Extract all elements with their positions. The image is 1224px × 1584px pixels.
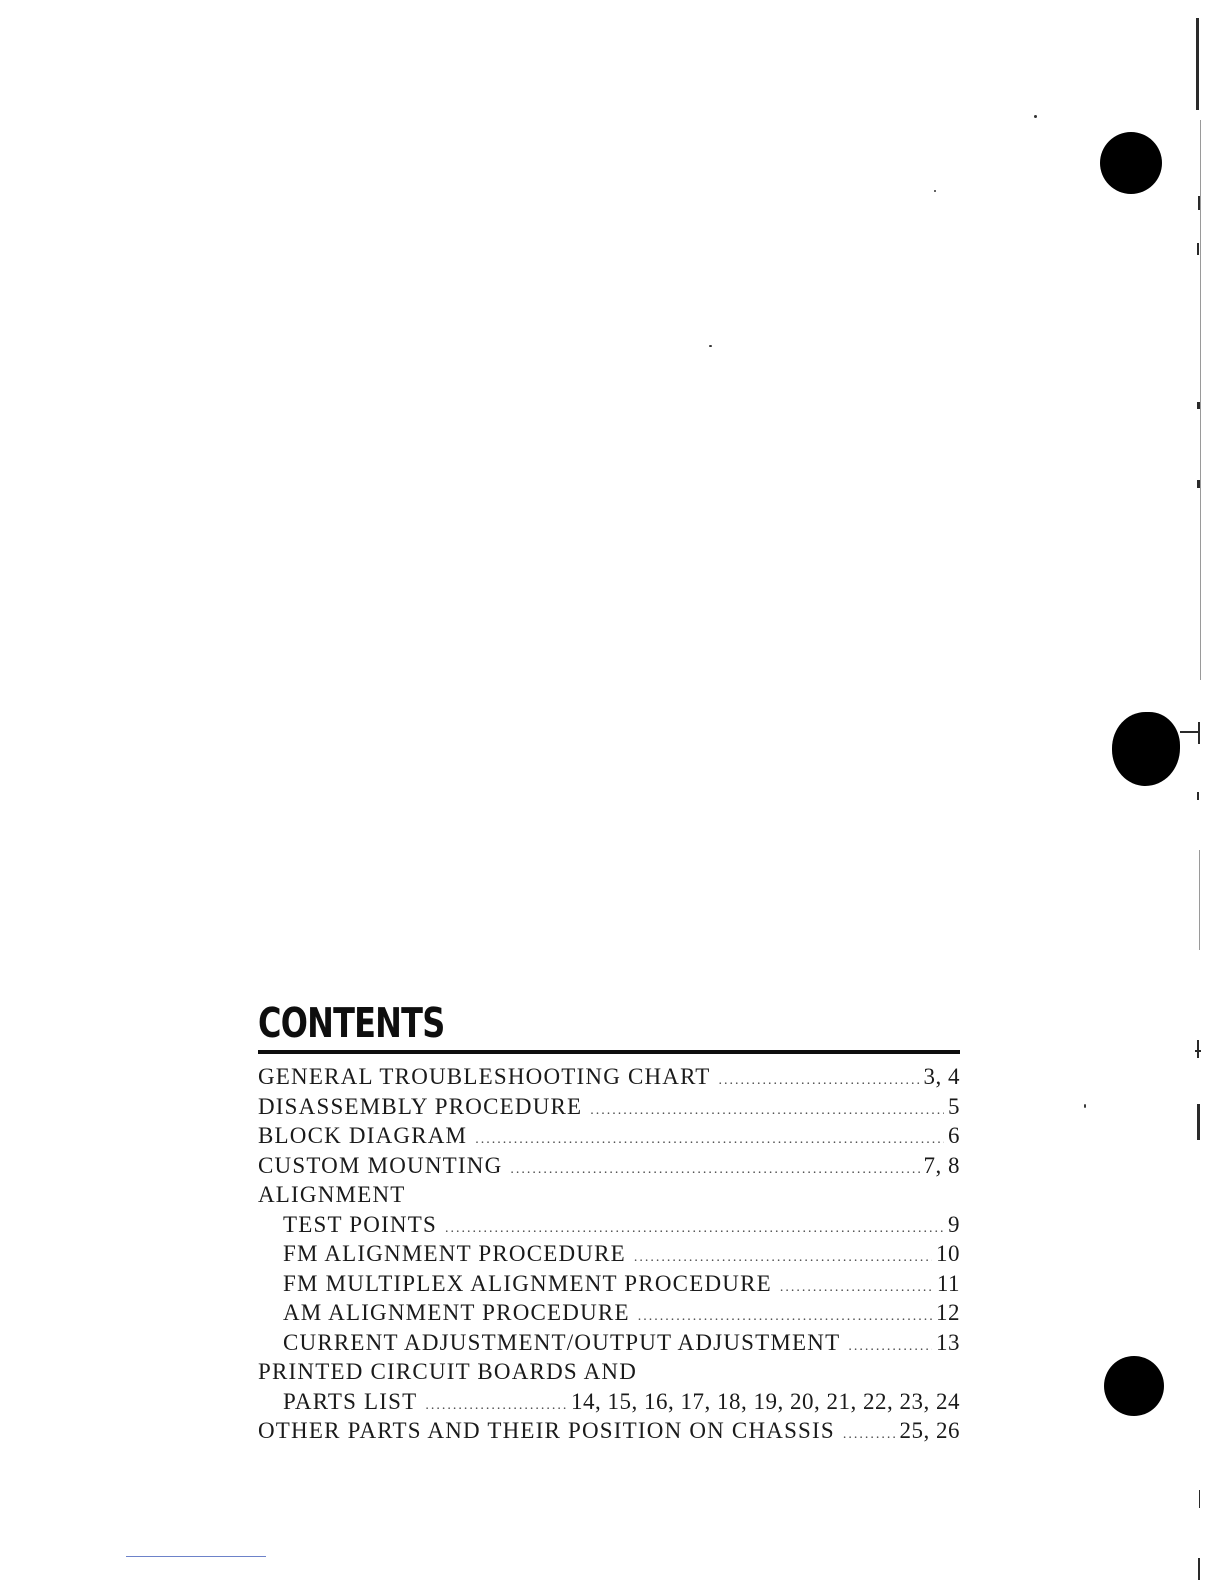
toc-page-number: 6 [948,1123,960,1148]
dot-leader [719,1066,920,1096]
dust-speck [709,345,712,347]
toc-entry-title: TEST POINTS [283,1211,437,1237]
toc-entry-block-diagram [258,1121,960,1151]
binder-hole-middle [1112,712,1180,786]
page-edge-mark [1197,1040,1199,1058]
dot-leader [780,1273,933,1303]
dot-leader [590,1096,944,1126]
toc-entry-test-points [258,1210,960,1240]
toc-entry-parts-list [258,1387,960,1417]
binder-hole-bottom [1104,1356,1164,1416]
dust-speck [934,190,936,192]
page-edge-mark [1199,850,1200,950]
toc-section-title: PRINTED CIRCUIT BOARDS AND [258,1359,638,1384]
toc-section-title: ALIGNMENT [258,1182,406,1207]
page-edge-mark [1197,480,1200,488]
dust-speck [1084,1104,1086,1108]
page-edge-mark [1200,120,1201,680]
page-edge-mark [1180,731,1198,733]
toc-page-number: 10 [936,1241,960,1266]
toc-page-number: 12 [936,1300,960,1325]
page-edge-mark [1198,1558,1200,1580]
page-edge-mark [1198,196,1200,210]
toc-section-alignment [258,1180,960,1210]
toc-entry-title: CURRENT ADJUSTMENT/OUTPUT ADJUSTMENT [283,1329,841,1355]
dot-leader [475,1125,944,1155]
page-edge-mark [1197,1104,1200,1140]
toc-page-number: 11 [936,1270,960,1296]
page-edge-mark [1195,1050,1201,1052]
page-edge-mark [1198,722,1200,744]
toc-entry-disassembly-procedure [258,1092,960,1122]
toc-entry-current-output-adjustment [258,1328,960,1358]
dot-leader [510,1155,919,1185]
toc-entry-custom-mounting [258,1151,960,1181]
dot-leader [843,1420,896,1450]
toc-entry-title: DISASSEMBLY PROCEDURE [258,1093,583,1119]
page-edge-mark [1197,792,1199,800]
contents-heading: CONTENTS [258,999,445,1047]
toc-entry-title: FM ALIGNMENT PROCEDURE [283,1241,626,1266]
page-edge-mark [1196,18,1199,110]
toc-entry-am-alignment-procedure [258,1298,960,1328]
page-edge-mark [1199,1490,1200,1508]
toc-entry-title: GENERAL TROUBLESHOOTING CHART [258,1064,711,1089]
toc-entry-title: AM ALIGNMENT PROCEDURE [283,1300,630,1325]
toc-entry-title: OTHER PARTS AND THEIR POSITION ON CHASSIS [258,1418,835,1443]
toc-page-number: 13 [936,1329,960,1355]
toc-entry-title: CUSTOM MOUNTING [258,1152,503,1178]
toc-entry-title: BLOCK DIAGRAM [258,1123,468,1148]
toc-page-number: 25, 26 [899,1418,960,1443]
binder-hole-top [1100,132,1162,194]
toc-page-number: 9 [948,1211,960,1237]
heading-rule [258,1050,960,1054]
toc-page-number: 14, 15, 16, 17, 18, 19, 20, 21, 22, 23, 24 [571,1388,960,1414]
table-of-contents [258,1000,960,1446]
toc-page-number: 3, 4 [923,1064,960,1089]
toc-entry-general-troubleshooting-chart [258,1062,960,1092]
toc-section-printed-circuit-boards [258,1357,960,1387]
toc-entry-fm-multiplex-alignment-procedure [258,1269,960,1299]
dust-speck [1034,115,1037,118]
toc-entry-other-parts [258,1416,960,1446]
toc-entry-title: PARTS LIST [283,1388,418,1414]
footer-rule [126,1556,266,1557]
toc-page-number: 7, 8 [923,1152,960,1178]
page-edge-mark [1197,402,1200,409]
toc-entry-title: FM MULTIPLEX ALIGNMENT PROCEDURE [283,1270,772,1296]
dot-leader [848,1332,932,1362]
toc-page-number: 5 [948,1093,960,1119]
page-edge-mark [1197,243,1199,255]
toc-entry-fm-alignment-procedure [258,1239,960,1269]
